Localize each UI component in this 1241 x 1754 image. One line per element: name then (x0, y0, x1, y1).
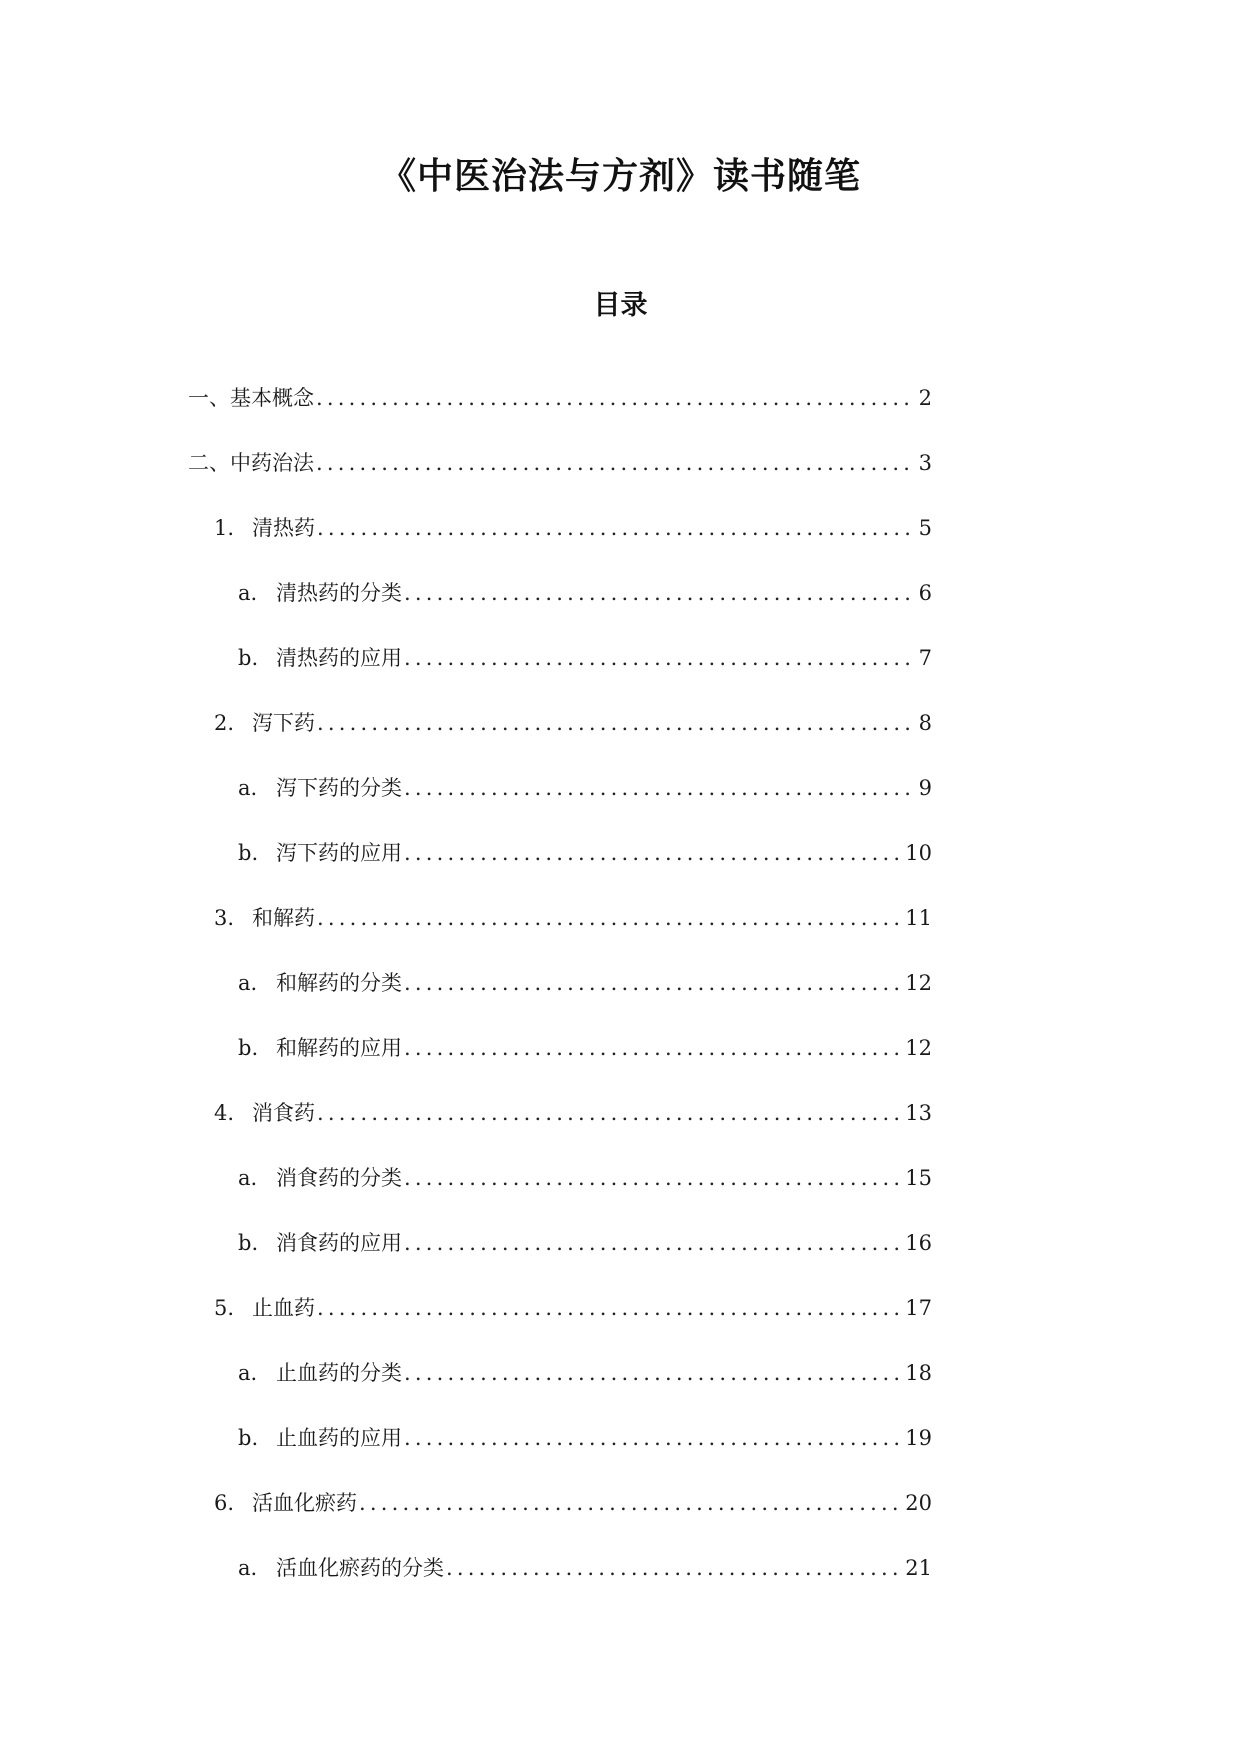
toc-entry[interactable] (188, 1292, 932, 1357)
toc-entry-title: 活血化瘀药的分类 (276, 1556, 444, 1580)
toc-entry-page: 15 (905, 1166, 932, 1190)
toc-entry-page: 5 (918, 516, 932, 540)
toc-entry-page: 3 (918, 451, 932, 475)
toc-entry-page: 16 (905, 1231, 932, 1255)
toc-entry[interactable] (188, 447, 932, 512)
toc-entry-page: 17 (905, 1296, 932, 1320)
toc-dot-leader (316, 386, 916, 410)
toc-entry-title: 清热药 (252, 516, 315, 540)
toc-entry-number: b. (238, 1231, 259, 1255)
toc-entry-title: 消食药的应用 (276, 1231, 402, 1255)
toc-entry-number: b. (238, 841, 259, 865)
toc-entry-page: 21 (905, 1556, 932, 1580)
toc-entry-page: 19 (905, 1426, 932, 1450)
toc-entry[interactable] (188, 512, 932, 577)
toc-dot-leader (404, 841, 902, 865)
toc-entry[interactable] (188, 707, 932, 772)
toc-entry[interactable] (188, 1097, 932, 1162)
toc-entry-number: 一、 (188, 386, 230, 410)
toc-dot-leader (317, 516, 916, 540)
toc-dot-leader (359, 1491, 902, 1515)
toc-entry[interactable] (188, 1487, 932, 1552)
toc-entry-number: b. (238, 1426, 259, 1450)
toc-entry-number: a. (238, 1361, 258, 1385)
document-title: 《中医治法与方剂》读书随笔 (379, 156, 861, 197)
toc-entry-number: a. (238, 776, 258, 800)
toc-dot-leader (404, 776, 916, 800)
toc-entry-title: 止血药 (252, 1296, 315, 1320)
toc-entry[interactable] (188, 642, 932, 707)
toc-entry-title: 和解药的分类 (276, 971, 402, 995)
toc-entry[interactable] (188, 1032, 932, 1097)
toc-entry-title: 基本概念 (230, 386, 314, 410)
toc-dot-leader (446, 1556, 902, 1580)
toc-entry-page: 8 (918, 711, 932, 735)
toc-entry-title: 活血化瘀药 (252, 1491, 357, 1515)
toc-entry[interactable] (188, 967, 932, 1032)
toc-entry-number: a. (238, 1166, 258, 1190)
toc-dot-leader (404, 1166, 902, 1190)
toc-entry-number: a. (238, 971, 258, 995)
toc-entry-page: 2 (918, 386, 932, 410)
toc-dot-leader (404, 581, 916, 605)
toc-entry-page: 18 (905, 1361, 932, 1385)
toc-entry[interactable] (188, 1357, 932, 1422)
toc-entry[interactable] (188, 1422, 932, 1487)
toc-entry-title: 清热药的应用 (276, 646, 402, 670)
toc-entry[interactable] (188, 837, 932, 902)
toc-entry-page: 9 (918, 776, 932, 800)
toc-entry-number: b. (238, 1036, 259, 1060)
toc-entry[interactable] (188, 577, 932, 642)
toc-dot-leader (404, 1426, 902, 1450)
toc-entry-number: b. (238, 646, 259, 670)
toc-entry[interactable] (188, 1162, 932, 1227)
toc-entry-page: 6 (918, 581, 932, 605)
toc-entry-page: 20 (905, 1491, 932, 1515)
toc-dot-leader (317, 906, 902, 930)
toc-dot-leader (316, 451, 916, 475)
toc-dot-leader (317, 1296, 902, 1320)
toc-entry-number: 1. (214, 516, 235, 540)
toc-entry-title: 止血药的应用 (276, 1426, 402, 1450)
toc-entry-number: 4. (214, 1101, 235, 1125)
toc-entry-page: 12 (905, 1036, 932, 1060)
toc-entry[interactable] (188, 1552, 932, 1617)
table-of-contents (188, 382, 932, 1617)
toc-entry-title: 清热药的分类 (276, 581, 402, 605)
toc-entry-title: 泻下药的分类 (276, 776, 402, 800)
toc-entry-title: 泻下药 (252, 711, 315, 735)
toc-entry[interactable] (188, 902, 932, 967)
toc-entry-number: 2. (214, 711, 235, 735)
toc-entry-number: 5. (214, 1296, 235, 1320)
toc-entry-title: 消食药的分类 (276, 1166, 402, 1190)
toc-dot-leader (404, 1231, 902, 1255)
toc-entry-title: 和解药 (252, 906, 315, 930)
toc-entry-title: 泻下药的应用 (276, 841, 402, 865)
toc-entry-number: a. (238, 1556, 258, 1580)
toc-entry-title: 消食药 (252, 1101, 315, 1125)
toc-entry-number: 6. (214, 1491, 235, 1515)
toc-entry-number: 3. (214, 906, 235, 930)
toc-dot-leader (404, 646, 916, 670)
toc-entry-page: 13 (905, 1101, 932, 1125)
toc-entry-number: 二、 (188, 451, 230, 475)
toc-entry-title: 和解药的应用 (276, 1036, 402, 1060)
toc-entry[interactable] (188, 1227, 932, 1292)
toc-entry-page: 7 (918, 646, 932, 670)
toc-dot-leader (404, 971, 902, 995)
toc-dot-leader (317, 1101, 902, 1125)
toc-entry-title: 止血药的分类 (276, 1361, 402, 1385)
toc-dot-leader (404, 1036, 902, 1060)
toc-entry-page: 12 (905, 971, 932, 995)
toc-entry[interactable] (188, 382, 932, 447)
toc-entry-title: 中药治法 (230, 451, 314, 475)
toc-dot-leader (317, 711, 916, 735)
toc-heading: 目录 (593, 290, 648, 321)
toc-entry-page: 10 (905, 841, 932, 865)
toc-entry[interactable] (188, 772, 932, 837)
toc-dot-leader (404, 1361, 902, 1385)
toc-entry-page: 11 (905, 906, 932, 930)
toc-entry-number: a. (238, 581, 258, 605)
